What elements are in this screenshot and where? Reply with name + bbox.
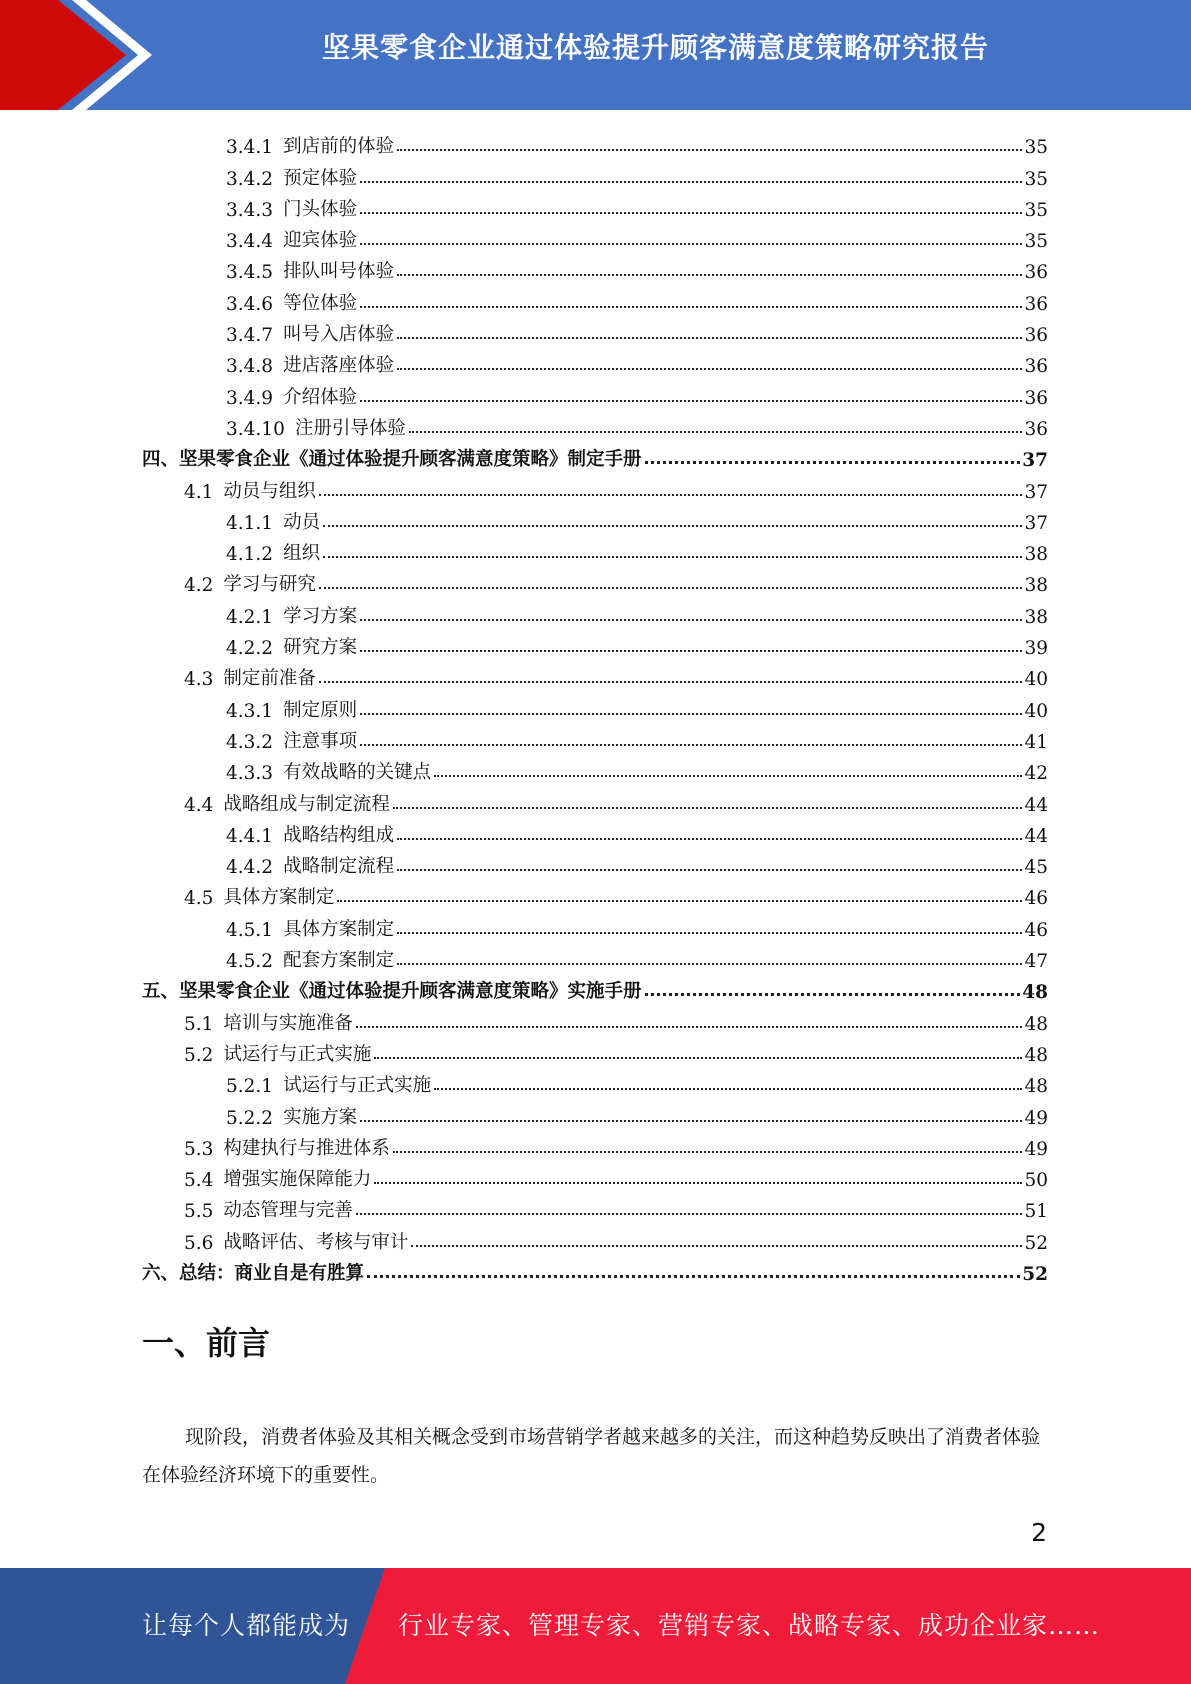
toc-dot-leader (645, 461, 1021, 464)
toc-entry-title: 预定体验 (283, 167, 358, 189)
toc-entry-title: 有效战略的关键点 (283, 762, 432, 784)
toc-entry-page: 47 (1024, 951, 1048, 973)
toc-entry-page: 52 (1024, 1232, 1048, 1254)
toc-entry[interactable] (142, 1254, 1048, 1285)
toc-entry-number: 3.4.8 (226, 356, 274, 378)
toc-entry-title: 具体方案制定 (223, 887, 335, 909)
toc-entry-number: 4.3.1 (226, 700, 274, 722)
toc-entry-number: 4.4.2 (226, 857, 274, 879)
toc-entry[interactable] (142, 847, 1048, 878)
toc-entry-title: 动员 (283, 511, 321, 533)
toc-entry[interactable] (142, 1160, 1048, 1191)
toc-entry-number: 3.4.4 (226, 231, 274, 253)
toc-entry-number: 五、 (142, 981, 180, 1003)
toc-entry-page: 38 (1024, 606, 1048, 628)
toc-dot-leader (360, 1120, 1022, 1122)
page-footer (0, 1568, 1191, 1684)
toc-entry[interactable] (142, 784, 1048, 815)
toc-entry-number: 4.3.3 (226, 763, 274, 785)
toc-entry-page: 49 (1024, 1138, 1048, 1160)
toc-entry-title: 总结：商业自是有胜算 (179, 1262, 365, 1284)
toc-entry-title: 排队叫号体验 (283, 261, 395, 283)
toc-dot-leader (367, 1275, 1020, 1278)
toc-entry-number: 4.5.2 (226, 951, 274, 973)
toc-entry-title: 构建执行与推进体系 (223, 1137, 390, 1159)
toc-entry-title: 学习与研究 (223, 574, 316, 596)
toc-entry-number: 5.2.2 (226, 1107, 274, 1129)
toc-entry-title: 试运行与正式实施 (223, 1043, 372, 1065)
toc-entry-number: 3.4.7 (226, 325, 274, 347)
toc-entry-number: 4.4 (184, 794, 214, 816)
toc-entry-number: 4.5 (184, 888, 214, 910)
toc-entry-title: 培训与实施准备 (223, 1012, 353, 1034)
toc-entry-number: 4.1.2 (226, 544, 274, 566)
toc-entry[interactable] (142, 1191, 1048, 1222)
toc-entry-title: 坚果零食企业《通过体验提升顾客满意度策略》制定手册 (179, 449, 642, 471)
toc-entry-page: 51 (1024, 1201, 1048, 1223)
toc-entry[interactable] (142, 127, 1048, 158)
toc-entry-title: 等位体验 (283, 292, 358, 314)
toc-entry-page: 35 (1024, 168, 1048, 190)
toc-entry[interactable] (142, 1066, 1048, 1097)
toc-entry-number: 3.4.10 (226, 418, 285, 440)
toc-entry-title: 战略结构组成 (283, 824, 395, 846)
toc-entry-title: 实施方案 (283, 1106, 358, 1128)
toc-entry-title: 试运行与正式实施 (283, 1075, 432, 1097)
toc-entry[interactable] (142, 972, 1048, 1003)
toc-dot-leader (360, 306, 1022, 308)
toc-dot-leader (397, 337, 1022, 339)
toc-dot-leader (393, 1151, 1023, 1153)
toc-entry[interactable] (142, 440, 1048, 471)
toc-dot-leader (323, 525, 1022, 527)
toc-entry-title: 注册引导体验 (294, 417, 406, 439)
toc-entry[interactable] (142, 534, 1048, 565)
toc-entry[interactable] (142, 503, 1048, 534)
toc-entry-number: 4.4.1 (226, 825, 274, 847)
toc-entry-number: 5.2 (184, 1044, 214, 1066)
toc-entry[interactable] (142, 628, 1048, 659)
toc-entry-page: 36 (1024, 325, 1048, 347)
toc-entry-number: 3.4.2 (226, 168, 274, 190)
footer-slogan-left: 让每个人都能成为 (142, 1611, 351, 1640)
toc-entry-number: 4.3.2 (226, 731, 274, 753)
toc-entry-page: 36 (1024, 262, 1048, 284)
toc-entry-title: 动态管理与完善 (223, 1200, 353, 1222)
toc-entry-page: 36 (1024, 293, 1048, 315)
toc-entry-number: 3.4.6 (226, 293, 274, 315)
toc-entry-number: 3.4.9 (226, 387, 274, 409)
toc-entry-title: 注意事项 (283, 730, 358, 752)
header-title: 坚果零食企业通过体验提升顾客满意度策略研究报告 (321, 31, 989, 64)
toc-entry-title: 介绍体验 (283, 386, 358, 408)
toc-dot-leader (360, 650, 1022, 652)
table-of-contents (142, 127, 1048, 1285)
toc-entry-number: 4.1 (184, 481, 214, 503)
toc-dot-leader (397, 149, 1022, 151)
toc-entry-title: 到店前的体验 (283, 136, 395, 158)
toc-entry-title: 增强实施保障能力 (223, 1169, 372, 1191)
toc-entry[interactable] (142, 377, 1048, 408)
toc-entry-title: 进店落座体验 (283, 355, 395, 377)
toc-entry-title: 战略制定流程 (283, 856, 395, 878)
toc-entry[interactable] (142, 190, 1048, 221)
toc-dot-leader (645, 993, 1021, 996)
toc-dot-leader (434, 1088, 1022, 1090)
toc-entry-page: 36 (1024, 387, 1048, 409)
toc-entry-title: 动员与组织 (223, 480, 316, 502)
toc-entry-page: 38 (1024, 544, 1048, 566)
toc-entry-title: 迎宾体验 (283, 230, 358, 252)
toc-entry[interactable] (142, 252, 1048, 283)
toc-entry-number: 4.1.1 (226, 512, 274, 534)
toc-entry-page: 48 (1022, 982, 1048, 1004)
toc-entry-page: 42 (1024, 763, 1048, 785)
toc-dot-leader (374, 1057, 1022, 1059)
toc-entry-title: 学习方案 (283, 605, 358, 627)
toc-dot-leader (360, 400, 1022, 402)
toc-entry-number: 四、 (142, 449, 180, 471)
toc-entry-page: 37 (1022, 450, 1048, 472)
toc-dot-leader (319, 587, 1023, 589)
toc-dot-leader (434, 775, 1022, 777)
toc-entry-number: 4.2 (184, 575, 214, 597)
toc-dot-leader (356, 1026, 1023, 1028)
toc-dot-leader (397, 838, 1022, 840)
toc-entry[interactable] (142, 722, 1048, 753)
toc-entry[interactable] (142, 941, 1048, 972)
toc-entry-title: 坚果零食企业《通过体验提升顾客满意度策略》实施手册 (179, 981, 642, 1003)
toc-entry[interactable] (142, 909, 1048, 940)
body-paragraph: 现阶段，消费者体验及其相关概念受到市场营销学者越来越多的关注，而这种趋势反映出了消费者体验在体验经济环境下的重要性。 (142, 1426, 1041, 1486)
toc-entry-title: 制定原则 (283, 699, 358, 721)
toc-entry-title: 组织 (283, 543, 321, 565)
toc-dot-leader (397, 869, 1022, 871)
toc-entry[interactable] (142, 596, 1048, 627)
toc-entry-number: 六、 (142, 1262, 180, 1284)
toc-entry-number: 5.6 (184, 1232, 214, 1254)
toc-entry-page: 41 (1024, 731, 1048, 753)
toc-entry-page: 44 (1024, 825, 1048, 847)
toc-entry-page: 44 (1024, 794, 1048, 816)
toc-entry-number: 4.2.1 (226, 606, 274, 628)
toc-entry-number: 3.4.3 (226, 199, 274, 221)
toc-entry[interactable] (142, 158, 1048, 189)
toc-entry-number: 5.4 (184, 1170, 214, 1192)
toc-entry-title: 战略组成与制定流程 (223, 793, 390, 815)
toc-entry[interactable] (142, 816, 1048, 847)
toc-entry[interactable] (142, 565, 1048, 596)
toc-entry-page: 40 (1024, 700, 1048, 722)
toc-entry-number: 5.3 (184, 1138, 214, 1160)
toc-entry-page: 50 (1024, 1170, 1048, 1192)
toc-entry-title: 制定前准备 (223, 668, 316, 690)
toc-dot-leader (409, 431, 1023, 433)
toc-entry-number: 5.2.1 (226, 1076, 274, 1098)
toc-entry-title: 门头体验 (283, 198, 358, 220)
toc-entry[interactable] (142, 315, 1048, 346)
toc-entry-number: 4.2.2 (226, 638, 274, 660)
header-red-arrow (0, 0, 126, 110)
toc-entry[interactable] (142, 471, 1048, 502)
toc-entry-page: 40 (1024, 669, 1048, 691)
toc-entry-page: 35 (1024, 231, 1048, 253)
toc-entry[interactable] (142, 1035, 1048, 1066)
toc-entry-page: 38 (1024, 575, 1048, 597)
toc-entry[interactable] (142, 283, 1048, 314)
toc-entry-page: 39 (1024, 638, 1048, 660)
toc-entry-page: 46 (1024, 888, 1048, 910)
toc-entry-number: 3.4.5 (226, 262, 274, 284)
toc-dot-leader (360, 713, 1022, 715)
toc-dot-leader (360, 744, 1022, 746)
toc-dot-leader (397, 274, 1022, 276)
toc-entry-page: 48 (1024, 1044, 1048, 1066)
toc-dot-leader (360, 243, 1022, 245)
toc-entry-title: 配套方案制定 (283, 950, 395, 972)
toc-entry-page: 37 (1024, 512, 1048, 534)
toc-entry-page: 35 (1024, 137, 1048, 159)
section-heading: 一、前言 (142, 1324, 271, 1362)
toc-entry[interactable] (142, 1129, 1048, 1160)
toc-entry[interactable] (142, 659, 1048, 690)
toc-entry-title: 具体方案制定 (283, 918, 395, 940)
toc-entry-title: 叫号入店体验 (283, 324, 395, 346)
page-number: 2 (1031, 1518, 1047, 1547)
toc-entry[interactable] (142, 221, 1048, 252)
toc-entry-title: 研究方案 (283, 637, 358, 659)
toc-entry-page: 35 (1024, 199, 1048, 221)
toc-entry[interactable] (142, 346, 1048, 377)
toc-dot-leader (397, 932, 1022, 934)
toc-entry[interactable] (142, 1003, 1048, 1034)
toc-entry-page: 45 (1024, 857, 1048, 879)
toc-entry-title: 战略评估、考核与审计 (223, 1231, 409, 1253)
toc-dot-leader (374, 1182, 1022, 1184)
toc-dot-leader (393, 807, 1023, 809)
toc-dot-leader (360, 181, 1022, 183)
toc-entry[interactable] (142, 753, 1048, 784)
toc-dot-leader (356, 1213, 1023, 1215)
toc-dot-leader (397, 368, 1022, 370)
toc-entry-page: 37 (1024, 481, 1048, 503)
footer-slogan-right: 行业专家、管理专家、营销专家、战略专家、成功企业家…… (398, 1611, 1101, 1640)
toc-entry-number: 4.3 (184, 669, 214, 691)
toc-entry-page: 49 (1024, 1107, 1048, 1129)
toc-entry[interactable] (142, 878, 1048, 909)
toc-dot-leader (319, 494, 1023, 496)
toc-entry[interactable] (142, 690, 1048, 721)
toc-dot-leader (323, 556, 1022, 558)
toc-entry-number: 3.4.1 (226, 137, 274, 159)
toc-entry-page: 48 (1024, 1076, 1048, 1098)
toc-dot-leader (411, 1245, 1022, 1247)
toc-entry[interactable] (142, 409, 1048, 440)
toc-dot-leader (360, 619, 1022, 621)
toc-dot-leader (397, 963, 1022, 965)
toc-entry-page: 52 (1022, 1263, 1048, 1285)
toc-dot-leader (319, 681, 1023, 683)
toc-entry-page: 46 (1024, 919, 1048, 941)
toc-entry-page: 48 (1024, 1013, 1048, 1035)
toc-dot-leader (337, 900, 1022, 902)
toc-entry-number: 4.5.1 (226, 919, 274, 941)
page-header (0, 0, 1191, 110)
toc-entry-number: 5.5 (184, 1201, 214, 1223)
toc-entry-page: 36 (1024, 356, 1048, 378)
toc-entry-number: 5.1 (184, 1013, 214, 1035)
toc-entry[interactable] (142, 1097, 1048, 1128)
toc-dot-leader (360, 212, 1022, 214)
toc-entry-page: 36 (1024, 418, 1048, 440)
toc-entry[interactable] (142, 1222, 1048, 1253)
